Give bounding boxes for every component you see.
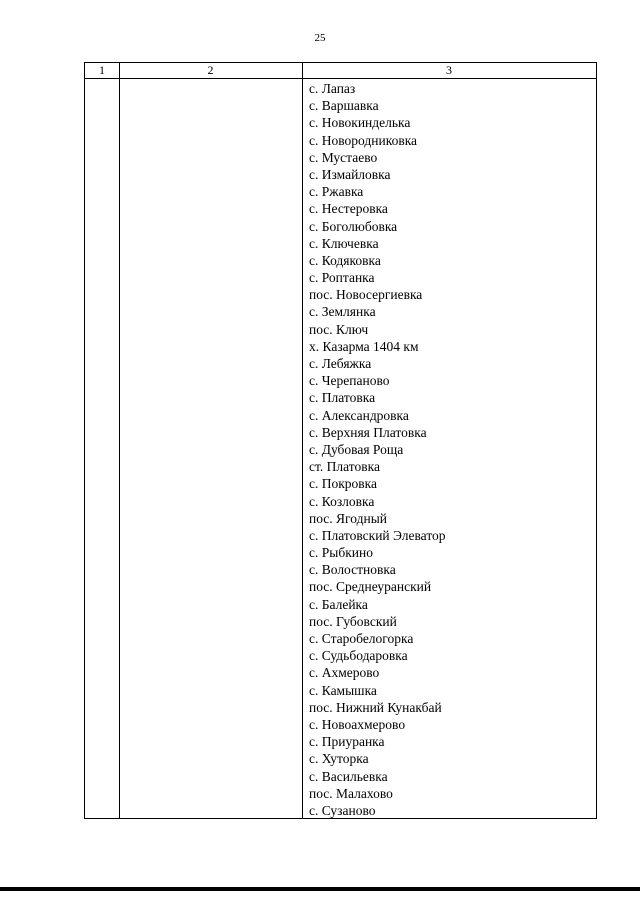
settlement-item: пос. Губовский xyxy=(309,613,397,629)
settlement-item: с. Измайловка xyxy=(309,166,391,182)
settlement-item: пос. Малахово xyxy=(309,785,393,801)
settlement-item: с. Рыбкино xyxy=(309,545,373,561)
settlement-item: пос. Ягодный xyxy=(309,510,388,526)
column-divider xyxy=(302,63,303,818)
settlement-item: с. Нестеровка xyxy=(309,201,388,217)
settlement-item: с. Верхняя Платовка xyxy=(309,424,427,440)
column-divider xyxy=(119,63,120,818)
page-number: 25 xyxy=(314,32,326,44)
settlement-item: с. Васильевка xyxy=(309,768,388,784)
settlement-item: с. Покровка xyxy=(309,476,378,492)
settlement-item: с. Камышка xyxy=(309,682,377,698)
settlement-item: с. Судьбодаровка xyxy=(309,648,408,664)
document-table xyxy=(84,62,597,819)
settlement-item: с. Ржавка xyxy=(309,184,364,200)
settlement-item: с. Старобелогорка xyxy=(309,631,414,646)
settlement-item: с. Новородниковка xyxy=(309,132,418,148)
column-header-3: 3 xyxy=(446,63,452,77)
settlement-item: с. Кодяковка xyxy=(309,252,381,268)
settlement-list xyxy=(309,80,446,819)
settlement-item: с. Лапаз xyxy=(309,81,356,96)
settlement-item: с. Приуранка xyxy=(309,734,385,750)
settlement-item: пос. Нижний Кунакбай xyxy=(309,699,442,715)
bottom-rule xyxy=(0,887,640,891)
settlement-item: пос. Ключ xyxy=(309,321,369,337)
settlement-item: с. Волостновка xyxy=(309,562,396,578)
settlement-item: с. Дубовая Роща xyxy=(309,441,404,457)
settlement-item: с. Новокинделька xyxy=(309,115,411,131)
settlement-item: с. Хуторка xyxy=(309,751,369,767)
settlement-item: с. Платовский Элеватор xyxy=(309,527,446,543)
settlement-item: с. Платовка xyxy=(309,390,376,406)
column-header-1: 1 xyxy=(99,63,105,77)
settlement-item: х. Казарма 1404 км xyxy=(309,338,419,354)
settlement-item: с. Александровка xyxy=(309,407,409,423)
settlement-item: с. Ахмерово xyxy=(309,665,380,681)
settlement-item: с. Мустаево xyxy=(309,149,378,165)
settlement-item: с. Боголюбовка xyxy=(309,218,398,234)
settlement-item: пос. Среднеуранский xyxy=(309,579,432,595)
settlement-item: ст. Платовка xyxy=(309,459,380,475)
settlement-item: с. Черепаново xyxy=(309,373,390,389)
settlement-item: с. Новоахмерово xyxy=(309,716,406,732)
settlement-item: с. Роптанка xyxy=(309,270,375,286)
settlement-item: пос. Новосергиевка xyxy=(309,287,423,303)
column-header-2: 2 xyxy=(207,63,214,77)
table-header-row xyxy=(85,63,596,79)
settlement-item: с. Козловка xyxy=(309,493,375,509)
settlement-item: с. Сузаново xyxy=(309,802,376,818)
settlement-item: с. Лебяжка xyxy=(309,356,372,371)
settlement-item: с. Балейка xyxy=(309,596,368,612)
settlement-item: с. Варшавка xyxy=(309,98,379,114)
settlement-item: с. Ключевка xyxy=(309,235,379,251)
settlement-item: с. Землянка xyxy=(309,304,376,320)
